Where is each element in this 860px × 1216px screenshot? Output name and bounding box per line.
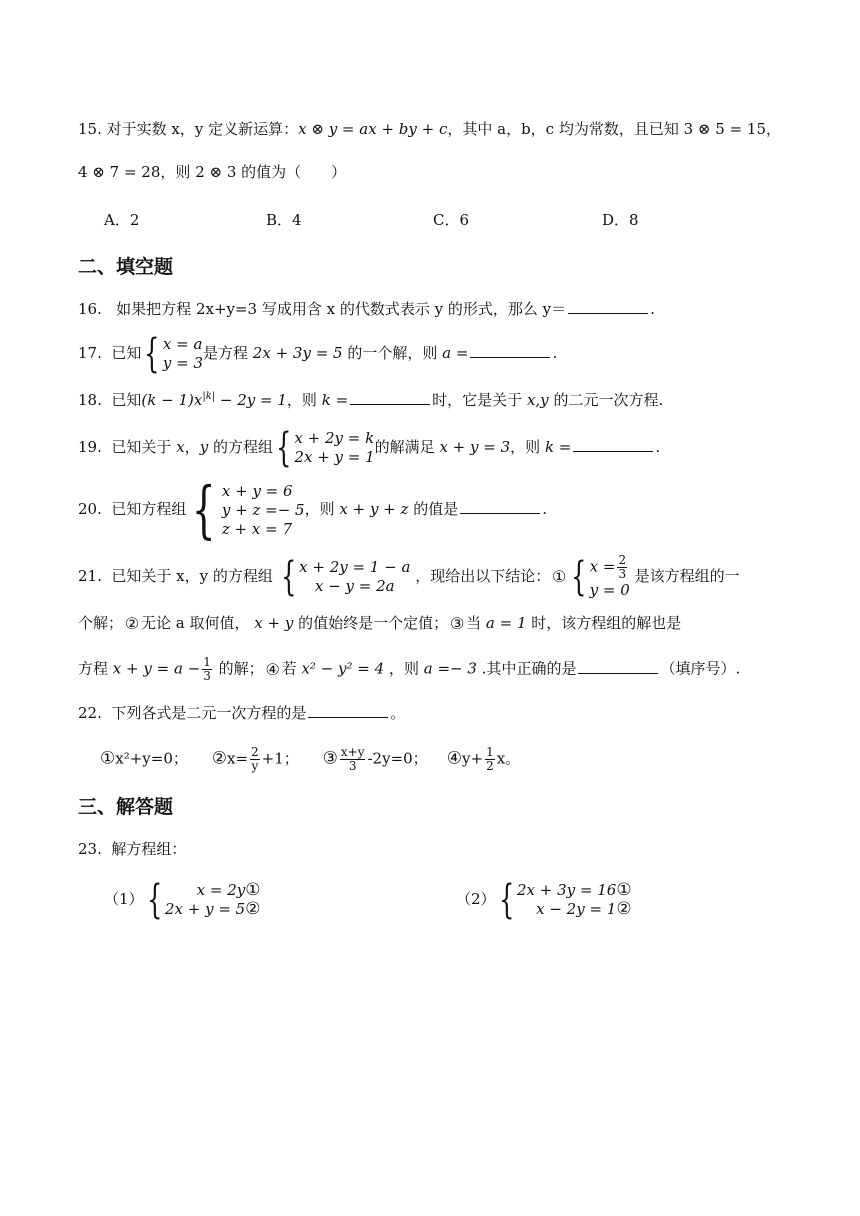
q18-text: 的二元一次方程 <box>553 391 659 409</box>
q21-line1 <box>78 554 740 600</box>
q22-item: y+ <box>462 749 484 768</box>
q21-text: 时，该方程组的解也是 <box>531 614 682 632</box>
q17-system: { x = a y = 3 <box>144 331 203 377</box>
q22-item: x²+y=0； <box>115 749 188 768</box>
punct: . <box>655 438 661 456</box>
q23-system-2: { 2x + 3y = 16① x − 2y = 1② <box>498 877 632 923</box>
q21-expression: x + y = a − <box>112 659 201 678</box>
question-number: 23. <box>78 840 102 858</box>
q21-text: ，现给出以下结论： <box>415 567 551 585</box>
q18-equation: − 2y = 1 <box>215 391 287 409</box>
option-c[interactable]: C．6 <box>433 211 470 229</box>
fraction-den: 2 <box>486 759 494 773</box>
q15-text: ，其中 a，b，c 均为常数，且已知 <box>447 120 679 138</box>
circled-number: ① <box>100 748 116 769</box>
q21-expression: x² − y² = 4 <box>301 659 385 678</box>
circled-number: ① <box>616 880 632 900</box>
answer-blank[interactable] <box>308 703 388 718</box>
q23-system-1: { x = 2y① 2x + y = 5② <box>146 877 261 923</box>
q23-part2 <box>456 877 632 923</box>
q22 <box>78 702 405 724</box>
eq-row: z + x = 7 <box>221 519 292 538</box>
q21-text: ，则 <box>388 659 419 678</box>
q21-expression: a =− 3 <box>423 659 477 678</box>
fraction-num: 2 <box>618 553 627 567</box>
eq-row: y + z =− 5 <box>221 500 305 519</box>
circled-number: ③ <box>449 614 465 633</box>
q17 <box>78 331 558 377</box>
q21-text: 若 <box>281 659 297 678</box>
circled-number: ① <box>552 567 567 586</box>
q21-expression: a = 1 <box>485 614 527 632</box>
fraction-num: 2 <box>251 745 259 759</box>
q18-text: ，则 <box>286 391 317 409</box>
q17-text: 是方程 <box>203 344 249 362</box>
eq-row: x = 2y <box>196 881 246 899</box>
q19-system: { x + 2y = k 2x + y = 1 <box>276 425 375 471</box>
q21-text: 已知关于 x，y 的方程组 <box>111 567 273 585</box>
eq-row: x + y = 6 <box>221 481 293 500</box>
circled-number: ③ <box>322 748 338 769</box>
fraction-num: 1 <box>203 655 211 669</box>
eq-row: 2x + y = 5 <box>165 900 246 918</box>
part-label: （1） <box>104 890 144 908</box>
question-number: 18. <box>78 391 102 409</box>
q15-text: 对于实数 x，y 定义新运算： <box>106 120 299 138</box>
q19-condition: x + y = 3 <box>439 438 511 456</box>
q21-expression: x + y <box>254 614 294 632</box>
punct: . <box>658 391 664 409</box>
eq-row: x = <box>589 557 616 576</box>
q17-equation: 2x + 3y = 5 <box>252 344 343 362</box>
q15-given: 3 ⊗ 5 = 15， <box>683 120 782 138</box>
q20-text: 已知方程组 <box>111 500 187 518</box>
q18-var: k = <box>321 391 349 409</box>
circled-number: ④ <box>265 659 280 679</box>
q20-text: ，则 <box>304 500 335 518</box>
q18-exponent: |k| <box>202 391 216 402</box>
q19-text: 的方程组 <box>212 438 273 456</box>
question-number: 19. <box>78 438 102 456</box>
punct: 。 <box>390 704 406 722</box>
answer-blank[interactable] <box>568 299 648 314</box>
section-title: 二、填空题 <box>78 256 174 278</box>
q16-text: 如果把方程 2x+y=3 写成用含 x 的代数式表示 y 的形式，那么 y＝ <box>116 300 567 318</box>
circled-number: ④ <box>446 748 463 769</box>
q21-system: { x + 2y = 1 − a x − y = 2a <box>280 554 411 600</box>
circled-number: ① <box>245 880 261 900</box>
fraction-den: y <box>251 759 259 773</box>
q19-text: 已知关于 <box>111 438 172 456</box>
answer-blank[interactable] <box>470 343 550 358</box>
circled-number: ② <box>211 748 227 769</box>
q18-text: 已知 <box>111 391 142 409</box>
eq-row: x = a <box>162 335 203 353</box>
answer-blank[interactable] <box>578 659 658 674</box>
eq-row: x + 2y = 1 − a <box>299 558 411 576</box>
q21-text: 个解； <box>78 614 124 632</box>
q15-definition: x ⊗ y = ax + by + c <box>298 120 448 138</box>
q23-text: 解方程组： <box>111 840 187 858</box>
q22-text: 下列各式是二元一次方程的是 <box>111 704 307 722</box>
q21-text: .其中正确的是 <box>481 659 577 678</box>
eq-row: x + 2y = k <box>294 429 375 447</box>
q20-system: { x + y = 6 y + z =− 5 z + x = 7 <box>192 473 305 546</box>
answer-blank[interactable] <box>350 390 430 405</box>
q21-text: 的解； <box>218 659 264 678</box>
option-d[interactable]: D．8 <box>602 211 639 229</box>
q19 <box>78 425 661 471</box>
q16 <box>78 298 655 320</box>
eq-row: 2x + y = 1 <box>294 448 375 466</box>
q21-solution: { x = $\frac{2}{3}$ y = 0 <box>571 553 630 600</box>
question-number: 16. <box>78 300 102 318</box>
question-number: 22. <box>78 704 102 722</box>
q19-var: y <box>199 438 209 456</box>
q20-text: 的值是 <box>413 500 459 518</box>
circled-number: ② <box>245 899 261 919</box>
q22-item: x= <box>226 749 249 768</box>
q19-text: 的解满足 <box>374 438 435 456</box>
q18-equation: (k − 1)x <box>141 391 203 409</box>
q15-text: ，则 <box>160 163 191 181</box>
fraction-num: x+y <box>340 745 365 759</box>
answer-blank[interactable] <box>573 437 653 452</box>
punct: . <box>552 344 558 362</box>
option-b[interactable]: B．4 <box>266 211 302 229</box>
q15-line1 <box>78 118 781 140</box>
option-a[interactable]: A．2 <box>104 211 140 229</box>
circled-number: ② <box>124 614 140 633</box>
q19-var: x <box>176 438 185 456</box>
fraction-den: 3 <box>348 759 357 773</box>
q17-text: 的一个解，则 <box>347 344 438 362</box>
fraction-num: 1 <box>486 745 494 759</box>
question-number: 20. <box>78 500 102 518</box>
q17-text: 已知 <box>111 344 142 362</box>
q23 <box>78 838 186 860</box>
answer-blank[interactable] <box>460 499 540 514</box>
q22-item: +1； <box>261 749 299 768</box>
q20-expression: x + y + z <box>339 500 409 518</box>
q21-text: 是该方程组的一 <box>634 567 740 585</box>
q20 <box>78 473 547 546</box>
q22-items <box>100 746 520 773</box>
q21-text: 方程 <box>78 659 109 678</box>
question-number: 21. <box>78 567 102 585</box>
q21-text: 无论 a 取何值， <box>141 614 250 632</box>
eq-row: y = 0 <box>589 581 630 599</box>
eq-row: 2x + 3y = 16 <box>517 881 617 899</box>
q15-given: 4 ⊗ 7 = 28 <box>78 163 161 181</box>
q18 <box>78 386 663 411</box>
part-label: （2） <box>456 890 496 908</box>
q19-text: ，则 <box>510 438 541 456</box>
fraction-den: 3 <box>618 567 627 581</box>
q15-line2 <box>78 161 346 183</box>
q21-text: （填序号）. <box>660 659 741 678</box>
q19-var: k = <box>544 438 572 456</box>
q21-line2 <box>78 612 681 634</box>
q21-text: 的值始终是一个定值； <box>298 614 449 632</box>
q23-part1 <box>104 877 261 923</box>
q21-line3 <box>78 656 740 683</box>
punct: . <box>542 500 547 518</box>
section-title: 三、解答题 <box>78 796 174 818</box>
eq-row: y = 3 <box>162 354 203 372</box>
q18-vars: x,y <box>526 391 549 409</box>
q22-item: -2y=0； <box>367 749 428 768</box>
question-number: 15. <box>78 120 102 138</box>
eq-row: x − 2y = 1 <box>536 900 617 918</box>
q17-var: a = <box>442 344 469 362</box>
fraction-den: 3 <box>203 669 211 683</box>
circled-number: ② <box>616 899 632 919</box>
q15-text: 的值为（ ） <box>241 163 347 181</box>
punct: ， <box>184 438 200 456</box>
q18-text: 时，它是关于 <box>432 391 523 409</box>
q21-text: 当 <box>466 614 482 632</box>
eq-row: x − y = 2a <box>314 577 395 595</box>
punct: . <box>650 300 655 318</box>
question-number: 17. <box>78 344 102 362</box>
q15-ask: 2 ⊗ 3 <box>195 163 237 181</box>
q22-item: x。 <box>496 749 521 768</box>
